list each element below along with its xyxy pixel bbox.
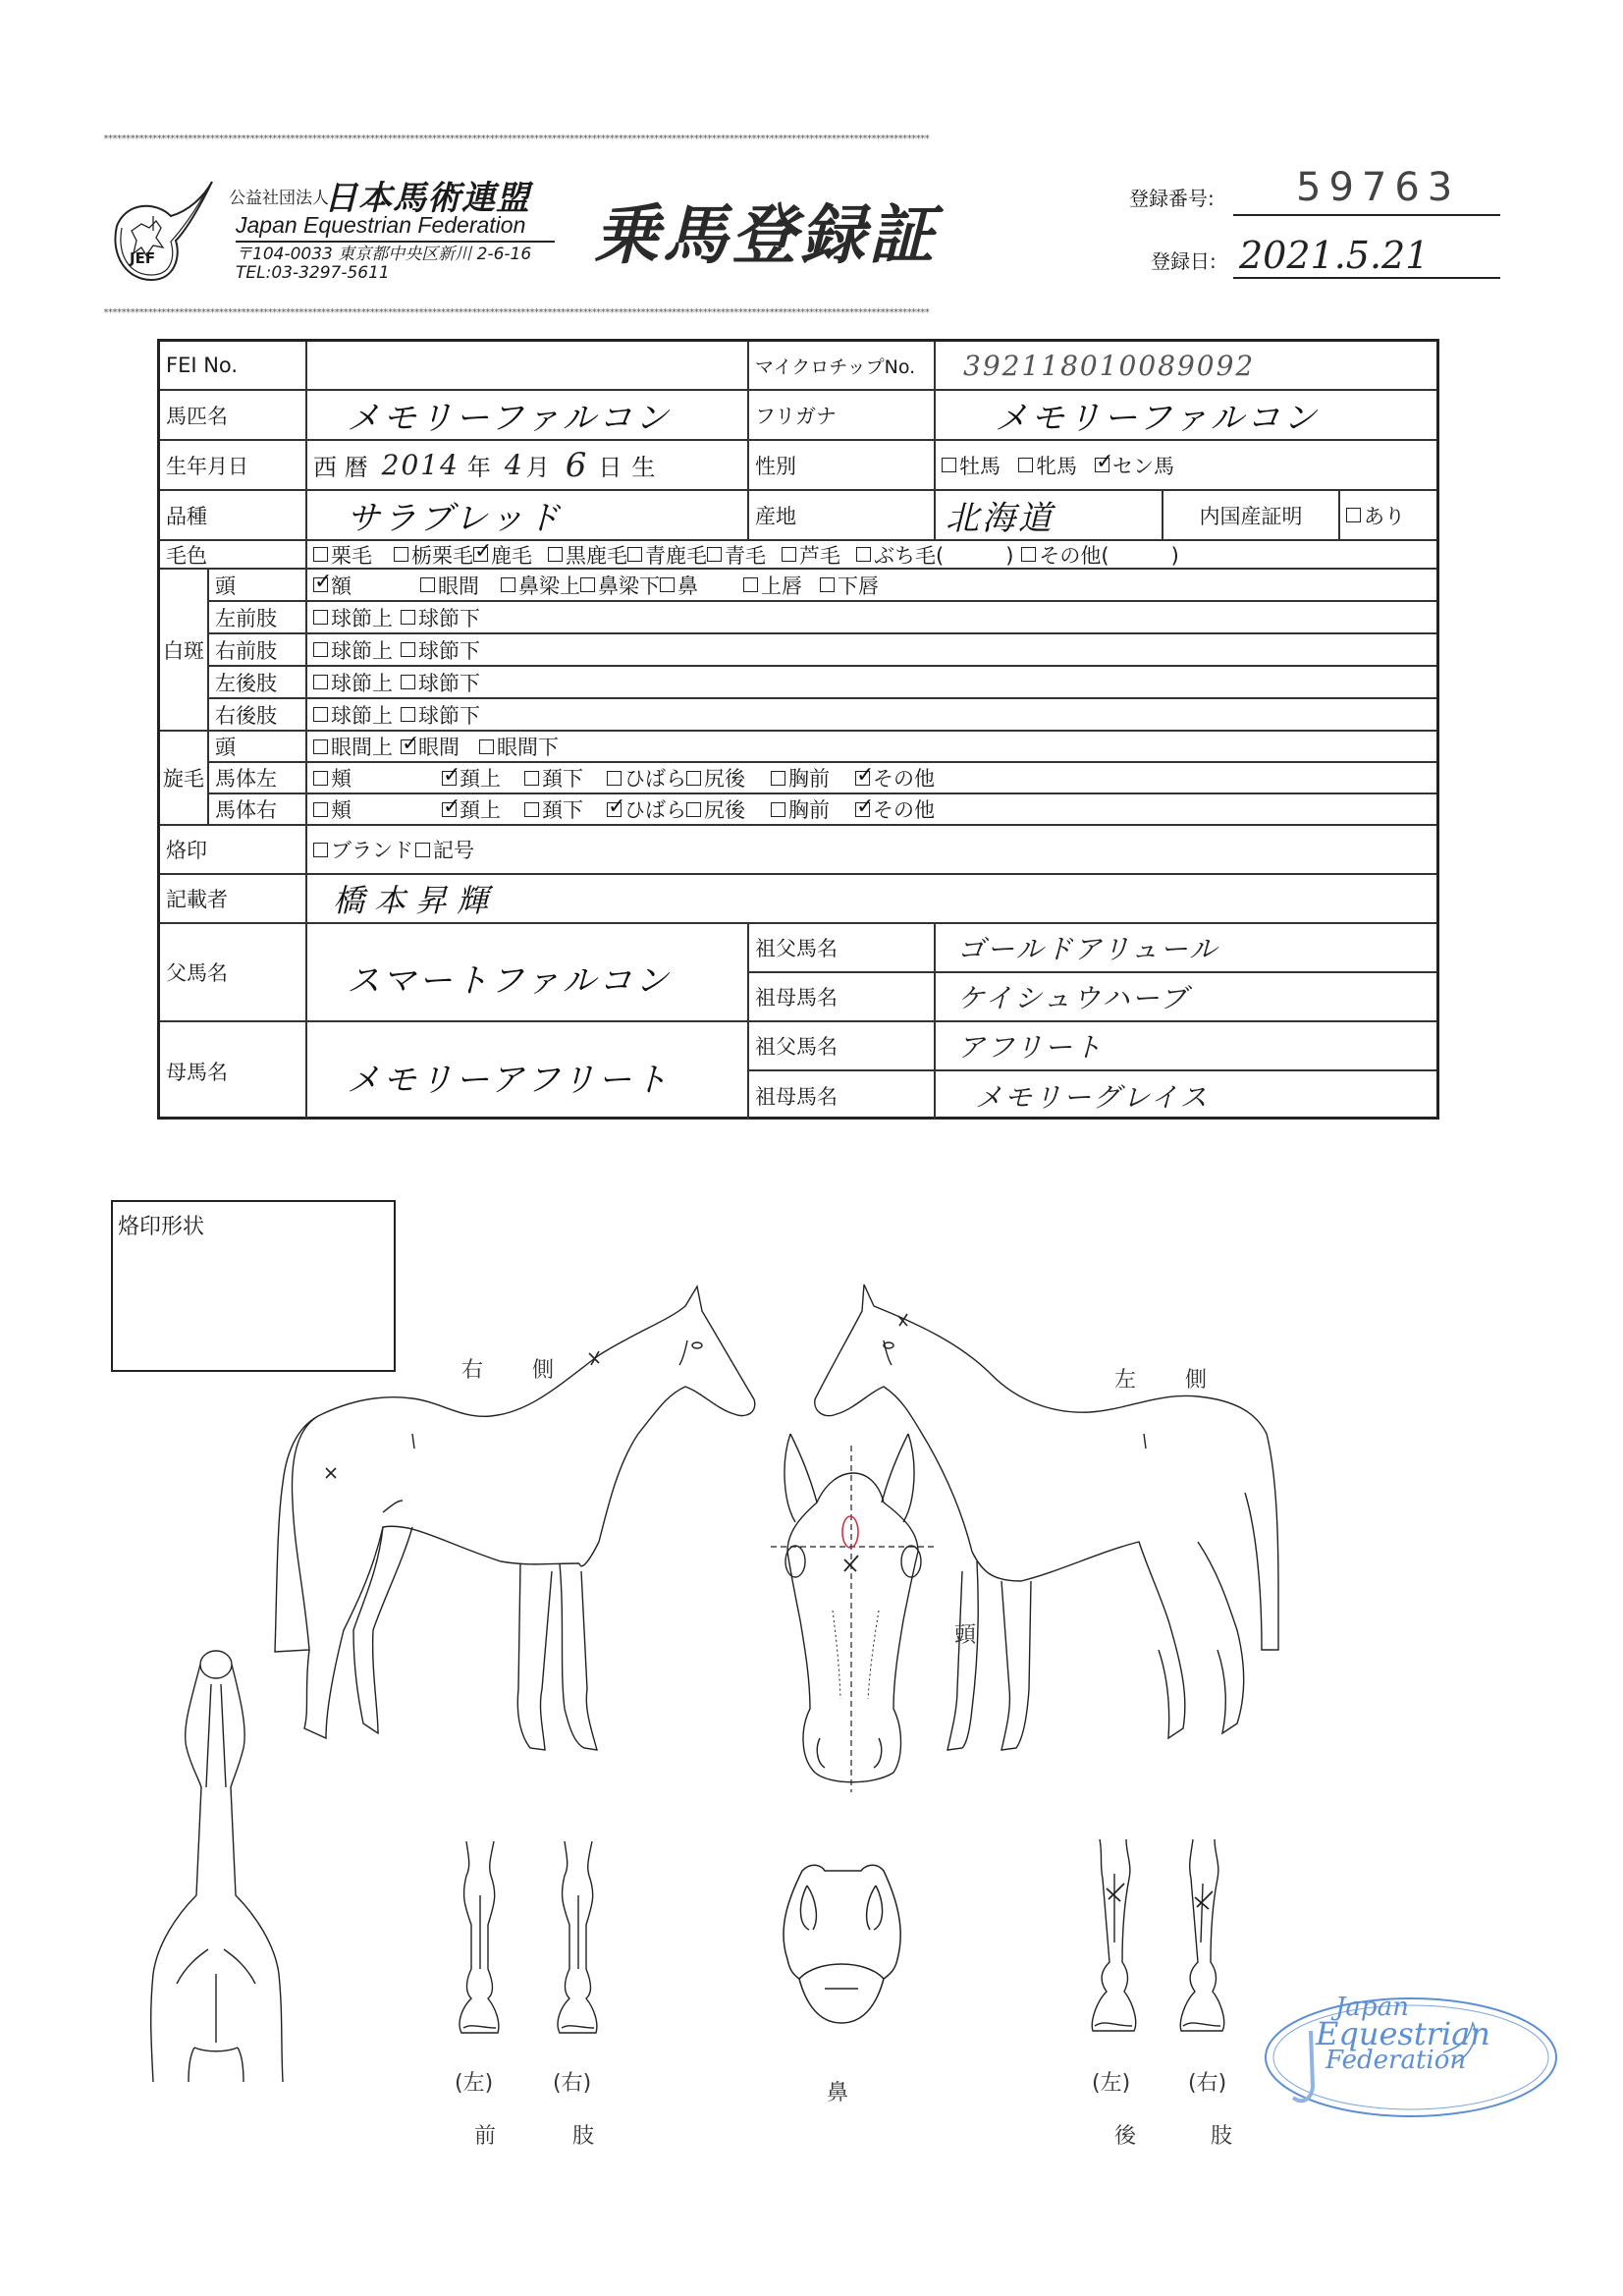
white-head-options	[307, 570, 1436, 602]
birth-date-label: 生年月日	[160, 441, 307, 491]
checkbox-icon	[1018, 458, 1033, 472]
checkbox-icon	[686, 771, 701, 786]
white-lh-option[interactable]: 球節下	[401, 668, 480, 697]
checkbox-icon	[394, 547, 408, 562]
whorl-right-option[interactable]: ✓ その他	[855, 794, 935, 824]
checkbox-icon	[686, 802, 701, 817]
hindleg-left-label: (左)	[1092, 2071, 1131, 2096]
whorl-left-option[interactable]: 頬	[313, 763, 352, 793]
checkbox-icon	[313, 802, 328, 817]
hindleg-right-label: (右)	[1188, 2071, 1227, 2096]
whorl-right-option[interactable]: ✓ 頚上	[442, 794, 501, 824]
foreleg-right-label: (右)	[553, 2071, 592, 2096]
white-head-option[interactable]: 鼻梁上	[501, 571, 580, 600]
domestic-cert-option[interactable]: あり	[1340, 491, 1436, 541]
checkbox-icon	[707, 547, 722, 562]
horse-name-label: 馬匹名	[160, 391, 307, 441]
birth-month: 4	[504, 449, 524, 481]
checkbox-checked-icon	[442, 802, 457, 817]
whorl-right-option[interactable]: 胸前	[771, 794, 830, 824]
checkbox-checked-icon	[607, 802, 622, 817]
fei-no-value[interactable]	[307, 342, 749, 391]
white-lh-options	[307, 667, 1436, 699]
right-side-label: 右 側	[461, 1358, 557, 1383]
whorl-right-option[interactable]: 尻後	[686, 794, 745, 824]
coat-color-label: 毛色	[160, 541, 307, 570]
origin-value[interactable]: 北海道	[936, 491, 1163, 541]
org-prefix: 公益社団法人	[229, 189, 329, 208]
forelegs-diagram-icon	[447, 1836, 623, 2057]
left-side-label: 左 側	[1114, 1368, 1210, 1393]
horse-head-front-diagram-icon	[756, 1424, 952, 1797]
checkbox-checked-icon	[473, 547, 488, 562]
checkbox-icon	[401, 642, 415, 657]
sex-label: 性別	[749, 441, 936, 491]
checkbox-icon	[743, 577, 758, 592]
coat-option[interactable]: その他( )	[1021, 541, 1178, 570]
checkbox-checked-icon	[313, 577, 328, 592]
white-rf-option[interactable]: 球節上	[313, 635, 393, 665]
horse-nose-diagram-icon	[768, 1861, 915, 2038]
whorl-body-left-label: 馬体左	[209, 763, 307, 794]
document-title: 乗馬登録証	[594, 197, 938, 273]
checkbox-icon	[313, 771, 328, 786]
dam-granddam-label: 祖母馬名	[749, 1071, 936, 1120]
whorl-body-left-options	[307, 763, 1436, 794]
checkbox-icon	[401, 675, 415, 689]
checkbox-icon	[580, 577, 595, 592]
registration-date-label: 登録日:	[1151, 249, 1217, 273]
nose-label: 鼻	[827, 2081, 849, 2105]
tel-line: TEL:03-3297-5611	[236, 263, 390, 283]
head-label: 頭	[954, 1623, 977, 1648]
header-decoration-bottom: ******************************************************************************************************************************************************************************************	[103, 307, 929, 318]
whorl-right-option[interactable]: 頬	[313, 794, 352, 824]
brand-shape-label: 烙印形状	[118, 1215, 205, 1239]
checkbox-checked-icon	[442, 771, 457, 786]
whorl-left-option[interactable]: ひばら	[607, 763, 686, 793]
microchip-value[interactable]: 392118010089092	[936, 342, 1436, 391]
fei-no-label: FEI No.	[160, 342, 307, 391]
checkbox-icon	[401, 707, 415, 722]
checkbox-icon	[548, 547, 563, 562]
sex-option-mare[interactable]: 牝馬	[1018, 451, 1077, 480]
sire-grandsire-label: 祖父馬名	[749, 924, 936, 973]
domestic-cert-label: 内国産証明	[1163, 491, 1340, 541]
sex-options	[936, 441, 1436, 491]
whorl-left-option[interactable]: 頚下	[524, 763, 583, 793]
checkbox-icon	[313, 707, 328, 722]
white-head-option[interactable]: 下唇	[820, 571, 879, 600]
birth-era: 西 暦	[313, 454, 368, 481]
header-decoration-top: ******************************************************************************************************************************************************************************************	[103, 134, 929, 144]
checkbox-icon	[313, 843, 328, 857]
white-lf-option[interactable]: 球節下	[401, 603, 480, 632]
birth-year-unit: 年	[466, 454, 491, 481]
whorl-head-option[interactable]: 眼間上	[313, 732, 393, 761]
white-rf-options	[307, 634, 1436, 667]
white-rh-options	[307, 699, 1436, 732]
checkbox-icon	[782, 547, 796, 562]
whorls-label: 旋毛	[160, 732, 209, 826]
registration-form-table	[157, 339, 1439, 1120]
coat-option[interactable]: 黒鹿毛	[548, 541, 627, 570]
white-head-option[interactable]: 鼻梁下	[580, 571, 660, 600]
sex-option-gelding[interactable]: ✓ セン馬	[1095, 451, 1174, 480]
white-markings-label: 白斑	[160, 570, 209, 732]
coat-option[interactable]: ✓ 鹿毛	[473, 541, 532, 570]
address-line: 〒104-0033 東京都中央区新川 2-6-16	[236, 245, 532, 264]
horse-name-value[interactable]: メモリーファルコン	[307, 391, 749, 441]
white-rf-label: 右前肢	[209, 634, 307, 667]
breed-label: 品種	[160, 491, 307, 541]
whorl-head-option[interactable]: 眼間下	[479, 732, 559, 761]
breed-value[interactable]: サラブレッド	[307, 491, 749, 541]
jef-logo-icon	[102, 177, 220, 285]
origin-label: 産地	[749, 491, 936, 541]
sire-label: 父馬名	[160, 924, 307, 1022]
checkbox-icon	[313, 739, 328, 754]
coat-option[interactable]: 栃栗毛	[394, 541, 473, 570]
birth-day-unit: 日	[598, 454, 622, 481]
white-lh-label: 左後肢	[209, 667, 307, 699]
coat-option[interactable]: 青鹿毛	[627, 541, 707, 570]
whorl-left-option[interactable]: 尻後	[686, 763, 745, 793]
sire-grandsire-value[interactable]: ゴールドアリュール	[936, 924, 1436, 973]
checkbox-icon	[856, 547, 871, 562]
registration-number-label: 登録番号:	[1129, 187, 1215, 210]
white-rh-option[interactable]: 球節上	[313, 700, 393, 730]
checkbox-icon	[313, 675, 328, 689]
dam-grandsire-label: 祖父馬名	[749, 1022, 936, 1071]
birth-year: 2014	[381, 449, 460, 481]
dam-value[interactable]: メモリーアフリート	[307, 1022, 749, 1120]
stamp-line-3: Federation	[1325, 2046, 1467, 2075]
checkbox-icon	[401, 610, 415, 625]
checkbox-icon	[524, 802, 539, 817]
registration-date-underline	[1233, 277, 1500, 279]
checkbox-icon	[479, 739, 494, 754]
registration-number: 59763	[1296, 165, 1461, 210]
white-head-option[interactable]: 上唇	[743, 571, 802, 600]
org-address	[236, 246, 531, 283]
stamp-line-2: Equestrian	[1316, 2015, 1490, 2052]
checkbox-icon	[313, 610, 328, 625]
coat-option[interactable]: 芦毛	[782, 541, 840, 570]
white-rf-option[interactable]: 球節下	[401, 635, 480, 665]
brand-options	[307, 826, 1436, 875]
white-rh-option[interactable]: 球節下	[401, 700, 480, 730]
coat-option[interactable]: 栗毛	[313, 541, 372, 570]
sire-value[interactable]: スマートファルコン	[307, 924, 749, 1022]
org-divider	[236, 241, 555, 243]
brand-option[interactable]: ブランド	[313, 835, 413, 864]
birth-date-field[interactable]	[307, 441, 749, 491]
birth-day: 6	[565, 445, 589, 485]
furigana-value[interactable]: メモリーファルコン	[936, 391, 1436, 441]
dam-grandsire-value[interactable]: アフリート	[936, 1022, 1436, 1071]
whorl-left-option[interactable]: 胸前	[771, 763, 830, 793]
brand-option[interactable]: 記号	[415, 835, 474, 864]
checkbox-icon	[501, 577, 515, 592]
stamp-line-1: Japan	[1335, 1993, 1409, 2022]
white-lh-option[interactable]: 球節上	[313, 668, 393, 697]
coat-color-options	[307, 541, 1436, 570]
checkbox-icon	[627, 547, 642, 562]
checkbox-icon	[313, 642, 328, 657]
whorl-left-option[interactable]: ✓ 頚上	[442, 763, 501, 793]
sire-granddam-label: 祖母馬名	[749, 973, 936, 1022]
white-lf-label: 左前肢	[209, 602, 307, 634]
checkbox-icon	[942, 458, 956, 472]
white-head-option[interactable]: ✓ 額	[313, 571, 352, 600]
checkbox-icon	[607, 771, 622, 786]
coat-option[interactable]: 青毛	[707, 541, 766, 570]
birth-month-unit: 月	[525, 454, 550, 481]
white-lf-options	[307, 602, 1436, 634]
birth-suffix: 生	[631, 454, 656, 481]
whorl-left-option[interactable]: ✓ その他	[855, 763, 935, 793]
brand-label: 烙印	[160, 826, 307, 875]
foreleg-left-label: (左)	[455, 2071, 494, 2096]
checkbox-icon	[771, 802, 785, 817]
coat-option[interactable]: ぶち毛( )	[856, 541, 1013, 570]
white-rh-label: 右後肢	[209, 699, 307, 732]
whorl-body-right-label: 馬体右	[209, 794, 307, 826]
checkbox-icon	[524, 771, 539, 786]
foreleg-caption-1: 前	[474, 2124, 497, 2149]
org-name: 日本馬術連盟	[324, 179, 530, 218]
checkbox-icon	[771, 771, 785, 786]
white-head-option[interactable]: 眼間	[420, 571, 479, 600]
checkbox-checked-icon	[855, 802, 870, 817]
org-name-en: Japan Equestrian Federation	[236, 212, 526, 238]
checkbox-checked-icon	[855, 771, 870, 786]
whorl-right-option[interactable]: ✓ ひばら	[607, 794, 686, 824]
horse-right-side-diagram-icon	[265, 1277, 785, 1768]
checkbox-icon	[420, 577, 435, 592]
sire-granddam-value[interactable]: ケイシュウハーブ	[936, 973, 1436, 1022]
horse-top-view-diagram-icon	[137, 1650, 295, 2092]
white-head-label: 頭	[209, 570, 307, 602]
hindleg-caption-2: 肢	[1211, 2124, 1233, 2149]
dam-label: 母馬名	[160, 1022, 307, 1120]
checkbox-checked-icon	[1095, 458, 1109, 472]
whorl-marking-circle	[842, 1516, 858, 1548]
whorl-head-option[interactable]: ✓ 眼間	[401, 732, 460, 761]
sex-option-stallion[interactable]: 牡馬	[942, 451, 1001, 480]
whorl-body-right-options	[307, 794, 1436, 826]
checkbox-icon	[415, 843, 430, 857]
furigana-label: フリガナ	[749, 391, 936, 441]
dam-granddam-value[interactable]: メモリーグレイス	[975, 1080, 1210, 1114]
white-lf-option[interactable]: 球節上	[313, 603, 393, 632]
recorder-value[interactable]: 橋本昇輝	[307, 875, 1436, 924]
checkbox-icon	[1346, 508, 1361, 522]
logo-text: JEF	[130, 249, 156, 267]
recorder-label: 記載者	[160, 875, 307, 924]
hindleg-caption-1: 後	[1114, 2124, 1137, 2149]
white-head-option[interactable]: 鼻	[660, 571, 698, 600]
hindlegs-diagram-icon	[1085, 1834, 1262, 2055]
whorl-head-options	[307, 732, 1436, 763]
stamp-text	[1316, 1993, 1490, 2075]
checkbox-icon	[1021, 547, 1036, 562]
checkbox-icon	[820, 577, 835, 592]
checkbox-icon	[660, 577, 675, 592]
registration-date: 2021.5.21	[1239, 234, 1430, 277]
checkbox-icon	[313, 547, 328, 562]
checkbox-checked-icon	[401, 739, 415, 754]
whorl-head-label: 頭	[209, 732, 307, 763]
registration-number-underline	[1233, 214, 1500, 216]
microchip-label: マイクロチップNo.	[749, 342, 936, 391]
whorl-right-option[interactable]: 頚下	[524, 794, 583, 824]
foreleg-caption-2: 肢	[572, 2124, 595, 2149]
